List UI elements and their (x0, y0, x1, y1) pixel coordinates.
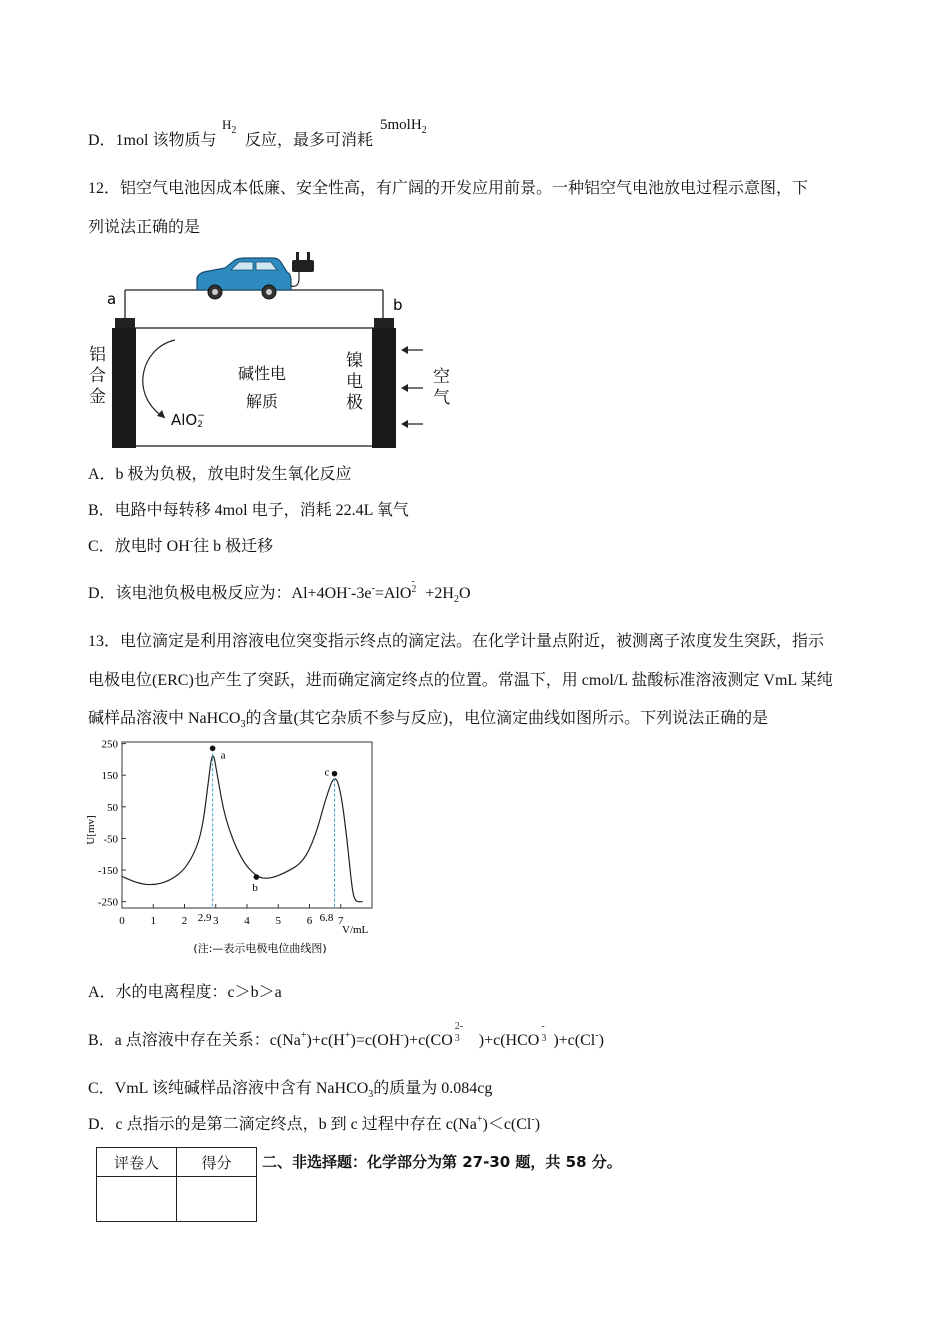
q12-option-a: A．b 极为负极，放电时发生氧化反应 (88, 466, 352, 483)
potential-titration-chart (80, 734, 390, 959)
q13-d-s2: - (531, 1114, 535, 1125)
h2-subscript: 2 (231, 125, 237, 136)
five-mol-h-text: 5molH (380, 117, 422, 133)
marked-x-label: 2.9 (197, 912, 212, 924)
terminal-a-label: a (107, 290, 117, 308)
nickel-electrode (372, 328, 396, 448)
q12-d-sub3: 2 (411, 584, 417, 595)
q13-b-s3: - (400, 1030, 404, 1041)
q12-option-d (88, 576, 471, 606)
point-label-a: a (220, 749, 226, 762)
y-tick-label: 150 (101, 770, 118, 783)
aluminum-alloy-electrode (112, 328, 136, 448)
q13-c-t2: 的质量为 0.084cg (373, 1080, 493, 1097)
y-axis-label: U[mv] (85, 815, 97, 845)
q13-b-t3: )=c(OH (350, 1032, 401, 1049)
q13-stem3-sub: 3 (240, 719, 246, 730)
x-tick-label: 0 (119, 915, 125, 927)
product-charge: − (197, 410, 205, 421)
plug-icon (291, 252, 314, 286)
q13-b-s1: + (300, 1030, 307, 1041)
q13-b-s5: - (541, 1021, 545, 1032)
y-tick-label: -150 (97, 865, 118, 878)
q13-b-t5: )+c(HCO (478, 1032, 540, 1049)
q12-d-text2: -3e (351, 585, 372, 602)
five-mol-h2-sub: 2 (421, 125, 427, 136)
point-a (210, 746, 216, 752)
q12-d-sup2: - (371, 583, 375, 594)
right-electrode-cap (374, 318, 394, 328)
electrolyte-label: 碱性电解质 (237, 364, 286, 411)
left-electrode-cap (115, 318, 135, 328)
battery-diagram (85, 246, 470, 454)
point-c (332, 771, 338, 777)
score-header: 得分 (177, 1148, 257, 1177)
terminal-b-label: b (393, 296, 403, 314)
chart-ticks (98, 739, 344, 927)
x-tick-label: 5 (275, 915, 281, 927)
q13-stem3-text1: 碱样品溶液中 NaHCO (88, 710, 241, 727)
left-electrode-label: 铝合金 (89, 345, 106, 407)
q13-b-s4b: 3 (454, 1033, 460, 1044)
marked-x-label: 6.8 (319, 912, 334, 924)
q13-stem-line3 (88, 709, 768, 731)
y-tick-label: -50 (103, 833, 118, 846)
q13-b-t2: )+c(H (306, 1032, 345, 1049)
q13-stem-line1: 13．电位滴定是利用溶液电位突变指示终点的滴定法。在化学计量点附近，被测离子浓度发生突跃，指示 (88, 633, 825, 650)
right-electrode-label: 镍电极 (346, 351, 363, 413)
q11-option-d (88, 131, 216, 151)
q13-b-t4: )+c(CO (403, 1032, 453, 1049)
q12-stem-line2: 列说法正确的是 (88, 219, 201, 236)
q13-d-t3: ) (534, 1116, 541, 1133)
q13-d-s1: + (476, 1114, 483, 1125)
q13-option-b (88, 1021, 604, 1053)
q11-option-d-text2: 反应，最多可消耗 (245, 132, 374, 149)
q13-option-d (88, 1115, 540, 1137)
q12-option-c (88, 537, 273, 559)
q13-b-s6: - (595, 1030, 599, 1041)
product-label (171, 411, 205, 430)
q12-d-text3: =AlO (374, 585, 412, 602)
q12-c-text1: C．放电时 OH (88, 538, 190, 555)
q13-c-sub: 3 (368, 1089, 374, 1100)
point-b (254, 874, 260, 880)
q13-b-t6: )+c(Cl (553, 1032, 596, 1049)
point-label-b: b (252, 882, 258, 895)
q12-d-text5: O (458, 585, 471, 602)
x-tick-label: 7 (338, 915, 344, 927)
y-tick-label: 250 (101, 738, 118, 751)
section2-title: 二、非选择题：化学部分为第 27-30 题，共 58 分。 (262, 1153, 622, 1171)
q12-c-text2: 往 b 极迁移 (193, 538, 274, 555)
q12-d-sub4: 2 (453, 594, 459, 605)
q13-d-t1: D．c 点指示的是第二滴定终点，b 到 c 过程中存在 c(Na (88, 1116, 477, 1133)
grader-table (96, 1147, 257, 1222)
x-tick-label: 4 (244, 915, 250, 927)
h2-formula (222, 117, 237, 136)
product-formula: AlO (171, 411, 198, 429)
chart-note: (注:—表示电极电位曲线图) (193, 942, 327, 955)
q13-b-s4: 2- (454, 1021, 464, 1032)
q13-b-s2: + (344, 1030, 351, 1041)
product-subscript: 2 (197, 419, 203, 430)
q12-d-text1: D．该电池负极电极反应为：Al+4OH (88, 585, 348, 602)
car-icon (197, 258, 291, 299)
q13-option-a: A．水的电离程度：c＞b＞a (88, 984, 282, 1001)
x-tick-label: 1 (150, 915, 156, 927)
q12-d-sup3: - (411, 576, 415, 587)
score-cell[interactable] (177, 1177, 257, 1222)
air-arrow-icon (401, 346, 423, 428)
x-axis-label: V/mL (342, 924, 369, 936)
q12-stem-line1: 12．铝空气电池因成本低廉、安全性高，有广阔的开发应用前景。一种铝空气电池放电过程示意图，下 (88, 180, 809, 197)
y-tick-label: 50 (107, 801, 118, 814)
y-tick-label: -250 (97, 896, 118, 909)
h2-symbol: H (222, 117, 232, 132)
q11-option-d-text: D．1mol 该物质与 (88, 132, 217, 149)
q13-b-t7: ) (598, 1032, 604, 1049)
x-tick-label: 6 (306, 915, 313, 927)
q13-c-t1: C．VmL 该纯碱样品溶液中含有 NaHCO (88, 1080, 369, 1097)
q13-d-t2: )＜c(Cl (482, 1116, 532, 1133)
q13-option-c (88, 1079, 492, 1101)
five-mol-h2 (380, 117, 427, 134)
q13-stem3-text2: 的含量(其它杂质不参与反应)，电位滴定曲线如图所示。下列说法正确的是 (245, 710, 769, 727)
x-tick-label: 2 (181, 915, 188, 927)
grader-cell[interactable] (97, 1177, 177, 1222)
point-label-c: c (324, 766, 330, 779)
air-label: 空气 (433, 367, 450, 408)
x-tick-label: 3 (213, 915, 219, 927)
q13-b-s5b: 3 (541, 1033, 547, 1044)
q13-b-t1: B．a 点溶液中存在关系：c(Na (88, 1032, 301, 1049)
q12-c-sup: - (189, 536, 194, 547)
q13-stem-line2: 电极电位(ERC)也产生了突跃，进而确定滴定终点的位置。常温下，用 cmol/L 盐酸标准溶液测定 VmL 某纯 (88, 672, 833, 689)
grader-header: 评卷人 (97, 1148, 177, 1177)
q12-d-sup1: - (347, 583, 352, 594)
q12-option-b: B．电路中每转移 4mol 电子，消耗 22.4L 氧气 (88, 502, 409, 519)
q12-d-text4: +2H (421, 585, 454, 602)
